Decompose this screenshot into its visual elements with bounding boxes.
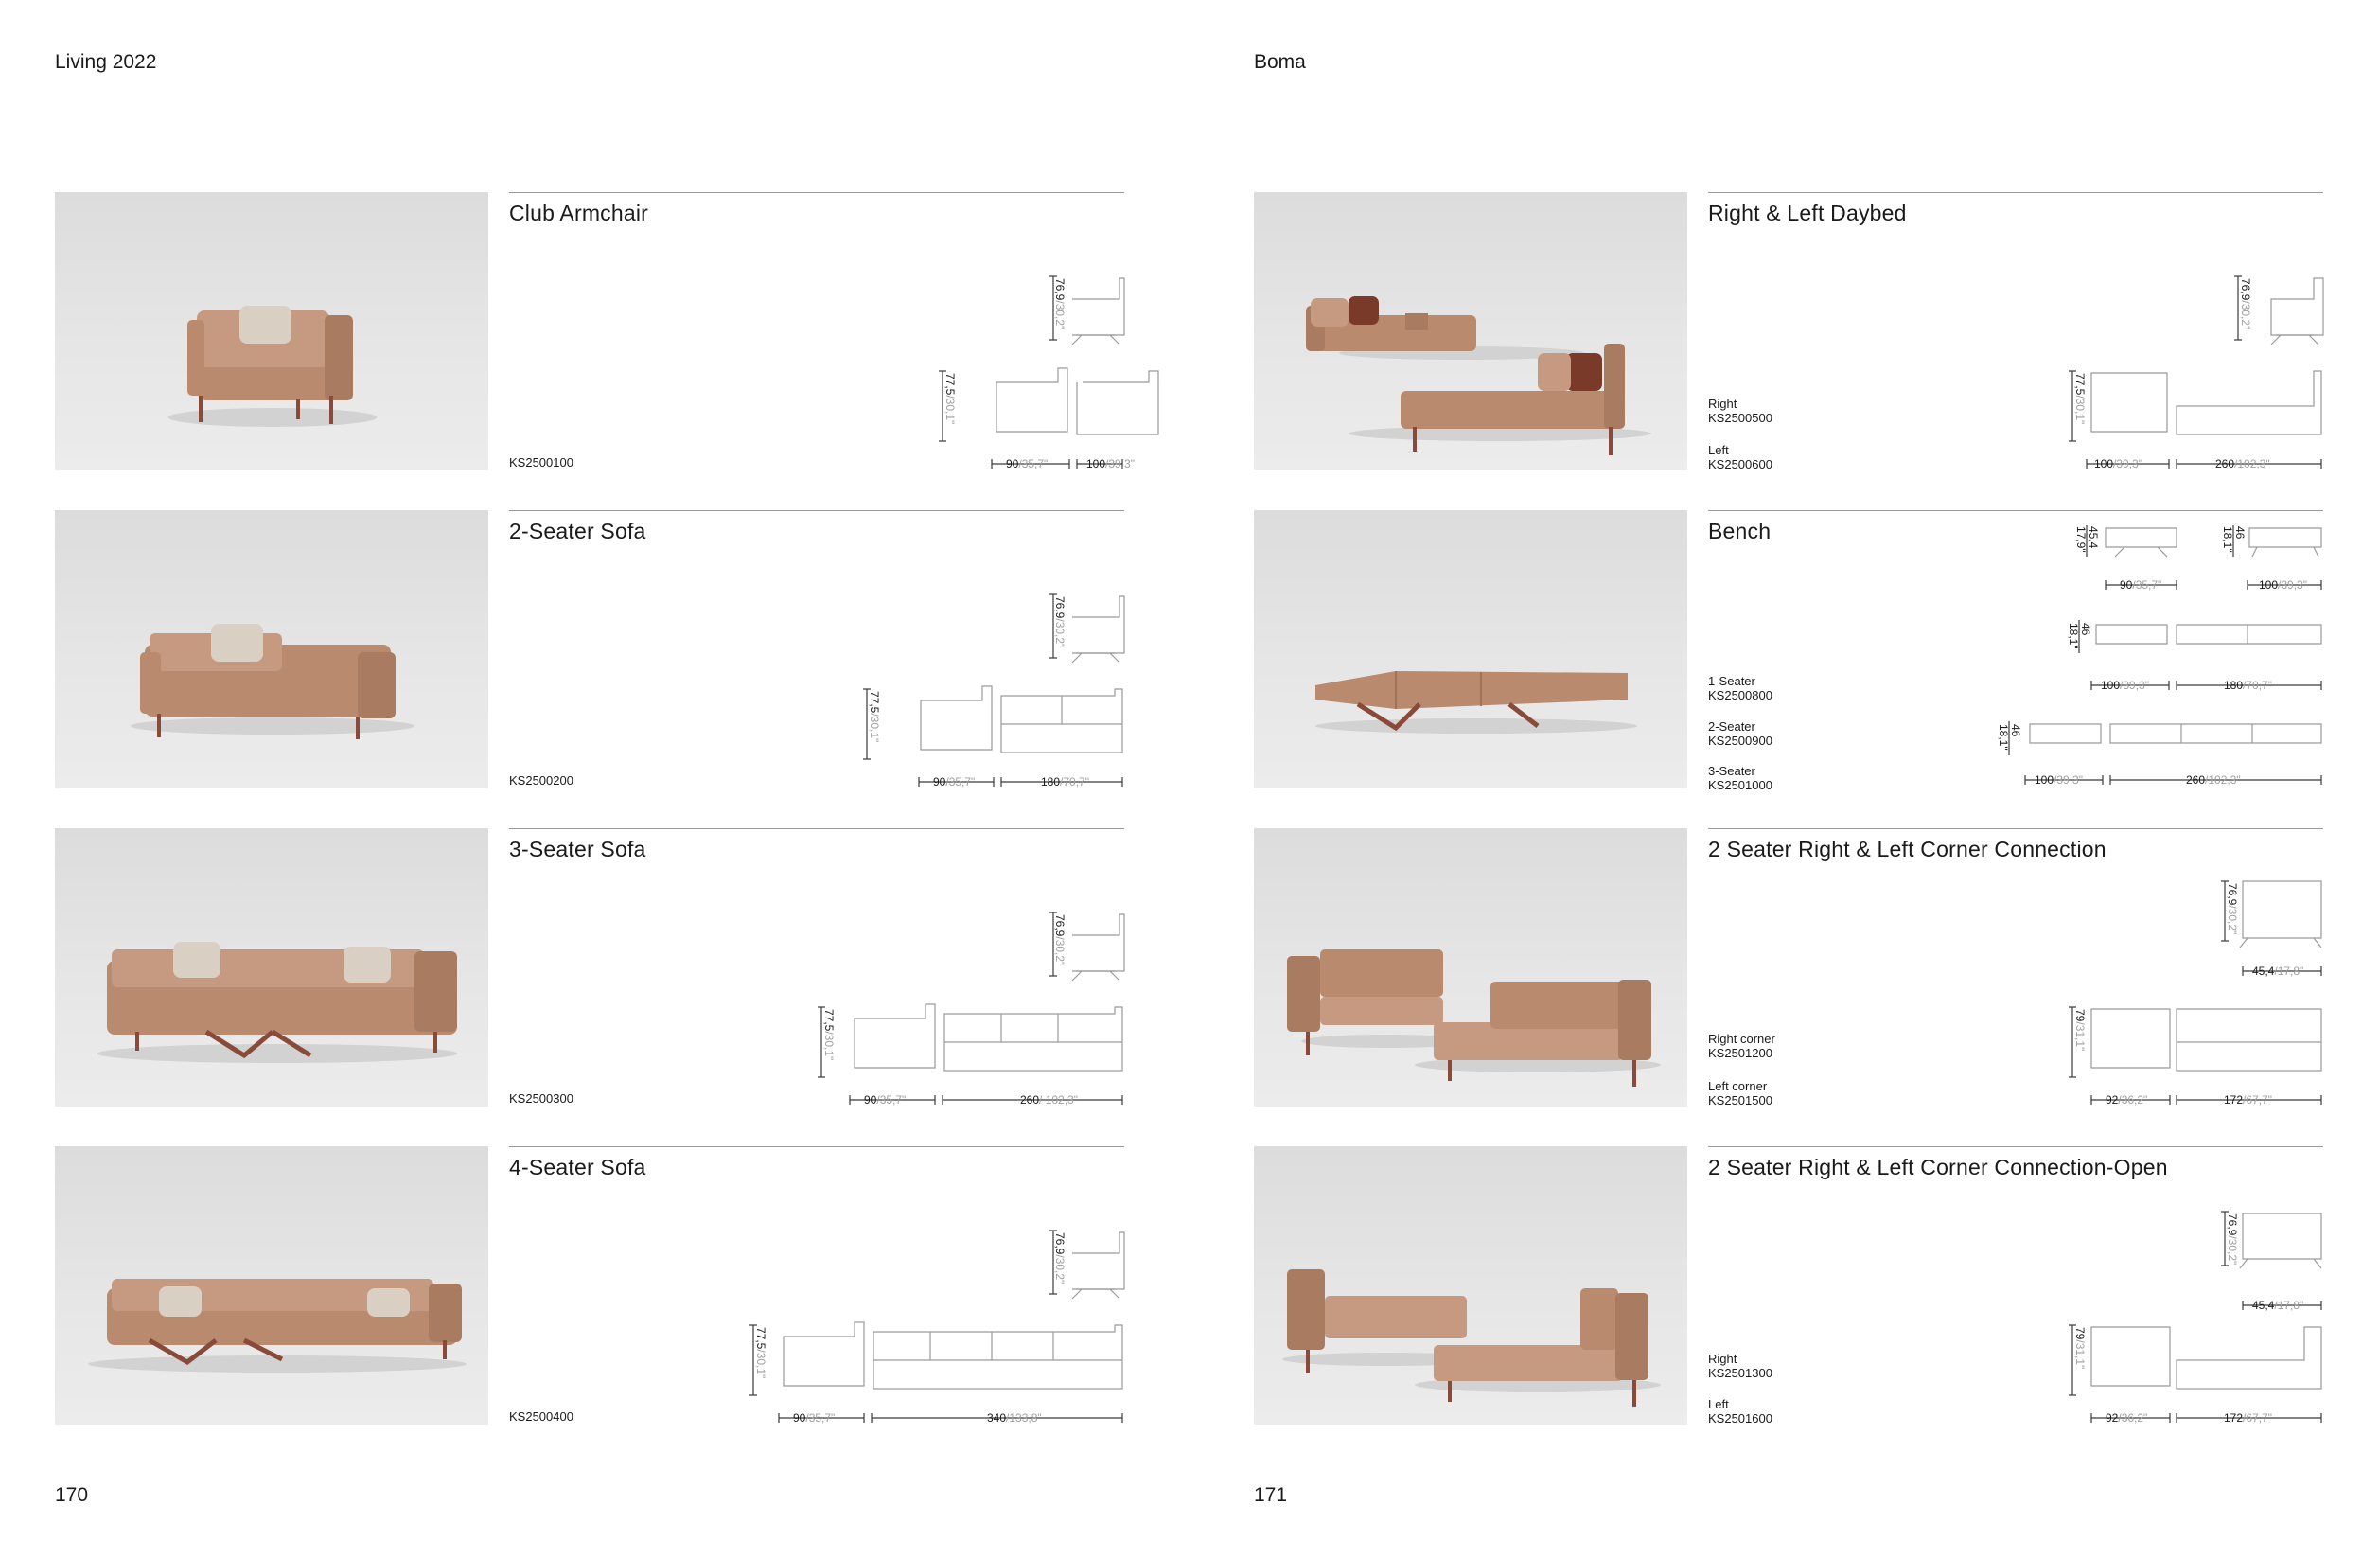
product-photo bbox=[1254, 1146, 1687, 1425]
dim-text: /30,1" bbox=[868, 713, 881, 743]
product-title: 4-Seater Sofa bbox=[509, 1155, 646, 1179]
right-page-number: 171 bbox=[1254, 1484, 1288, 1506]
dim-text: /30,2" bbox=[1053, 1254, 1067, 1284]
product-photo bbox=[1254, 192, 1687, 470]
svg-text:100/39,3" bbox=[2259, 578, 2307, 592]
svg-text:100/39,3" bbox=[2094, 457, 2142, 470]
product-info bbox=[1708, 510, 2323, 792]
svg-text:77,5/30,1" bbox=[2073, 373, 2087, 424]
right-page-header: Boma bbox=[1254, 51, 1306, 73]
dim-text: 172 bbox=[2224, 1093, 2244, 1107]
svg-text:92/36,2" bbox=[2106, 1093, 2147, 1107]
dim-text: /30,2" bbox=[1053, 936, 1067, 966]
dim-text: 92 bbox=[2106, 1093, 2119, 1107]
product-photo bbox=[55, 192, 488, 470]
product-title: Bench bbox=[1708, 519, 1772, 543]
dim-text: 172 bbox=[2224, 1411, 2244, 1425]
product-4-seater-sofa bbox=[55, 1146, 1181, 1426]
dim-text: /31,1" bbox=[2073, 1021, 2087, 1052]
dim-text: 77,5 bbox=[754, 1327, 767, 1350]
side-view-drawing bbox=[1049, 276, 1124, 345]
svg-text:76,9/30,2" bbox=[2226, 883, 2239, 934]
product-code: KS2500100 bbox=[509, 455, 573, 469]
dim-text: /30,2" bbox=[2239, 300, 2252, 330]
variant-code: KS2501200 bbox=[1708, 1046, 1772, 1060]
svg-text:46 bbox=[2079, 623, 2092, 636]
product-3-seater-sofa bbox=[55, 828, 1181, 1108]
svg-text:172/67,7" bbox=[2224, 1411, 2272, 1425]
variant-code: KS2500600 bbox=[1708, 457, 1772, 471]
left-page-header: Living 2022 bbox=[55, 51, 157, 73]
dim-text: /39,3" bbox=[2113, 457, 2142, 470]
svg-text:90/35,7" bbox=[864, 1093, 906, 1107]
variant-code: KS2501500 bbox=[1708, 1093, 1772, 1107]
product-title: Right & Left Daybed bbox=[1708, 201, 1907, 225]
dim-text: 79 bbox=[2073, 1009, 2087, 1022]
dim-text: 76,9 bbox=[1053, 914, 1067, 937]
dim-text: /36,2" bbox=[2118, 1411, 2148, 1425]
dim-text: 77,5 bbox=[822, 1009, 836, 1032]
dim-text: /30,1" bbox=[943, 395, 957, 425]
product-title: 3-Seater Sofa bbox=[509, 837, 646, 861]
dim-text: /17,8" bbox=[2274, 965, 2304, 978]
dim-text: /133,8" bbox=[1006, 1411, 1042, 1425]
dimension-drawings bbox=[509, 193, 1135, 471]
svg-text:46 bbox=[2009, 724, 2022, 737]
product-code: KS2500200 bbox=[509, 773, 573, 788]
dim-text: 46 bbox=[2233, 526, 2247, 540]
svg-text:100/39,3" bbox=[2035, 773, 2083, 787]
dim-text: 90 bbox=[933, 775, 946, 788]
dim-text: 76,9 bbox=[2239, 278, 2252, 301]
variant-name: Left corner bbox=[1708, 1079, 1768, 1093]
dim-text: /17,8" bbox=[2274, 1299, 2304, 1312]
svg-text:77,5/30,1" bbox=[822, 1009, 836, 1060]
left-page-number: 170 bbox=[55, 1484, 89, 1506]
dim-text: 90 bbox=[793, 1411, 806, 1425]
dimension-drawings bbox=[509, 1147, 1124, 1426]
svg-text:79/31,1" bbox=[2073, 1327, 2087, 1369]
dim-text: /102,3" bbox=[2234, 457, 2270, 470]
dim-text: 260 bbox=[2215, 457, 2235, 470]
variant-name: 2-Seater bbox=[1708, 719, 1755, 734]
svg-text:92/36,2" bbox=[2106, 1411, 2147, 1425]
svg-text:260/102,3" bbox=[2186, 773, 2241, 787]
svg-text:260/ 102,3" bbox=[1020, 1093, 1078, 1107]
dim-text: /30,2" bbox=[1053, 300, 1067, 330]
dim-text: /39,3" bbox=[2278, 578, 2307, 592]
dim-text: 92 bbox=[2106, 1411, 2119, 1425]
dim-text: 180 bbox=[1041, 775, 1061, 788]
svg-text:76,9/30,2" bbox=[2239, 278, 2252, 329]
svg-text:260/102,3" bbox=[2215, 457, 2270, 470]
dim-text: 100 bbox=[2094, 457, 2114, 470]
variant-code: KS2501000 bbox=[1708, 778, 1772, 792]
dim-text: /70,7" bbox=[1060, 775, 1089, 788]
dim-text: 180 bbox=[2224, 679, 2244, 692]
product-photo bbox=[55, 828, 488, 1107]
dim-text: /39,3" bbox=[2120, 679, 2149, 692]
dim-text: 18,1" bbox=[2067, 623, 2080, 649]
variant-name: Left bbox=[1708, 1397, 1729, 1411]
dim-text: /30,1" bbox=[2073, 395, 2087, 425]
variant-name: 1-Seater bbox=[1708, 674, 1755, 688]
product-code: KS2500300 bbox=[509, 1091, 573, 1106]
bench-illustration bbox=[1254, 510, 1687, 788]
corner-sofa-illustration bbox=[1254, 828, 1687, 1107]
product-corner-connection-open bbox=[1254, 1146, 2380, 1426]
dim-text: /30,1" bbox=[754, 1349, 767, 1379]
variant-name: Right corner bbox=[1708, 1032, 1775, 1046]
svg-text:180/70,7" bbox=[2224, 679, 2272, 692]
product-club-armchair bbox=[55, 192, 1181, 472]
dim-text: /35,7" bbox=[1018, 457, 1049, 470]
dimension-drawings bbox=[509, 511, 1124, 789]
product-title: 2 Seater Right & Left Corner Connection-Open bbox=[1708, 1155, 2168, 1179]
product-info bbox=[509, 1146, 1124, 1426]
sofa-illustration bbox=[55, 1146, 488, 1425]
product-bench bbox=[1254, 510, 2380, 790]
variant-code: KS2501600 bbox=[1708, 1411, 1772, 1426]
dim-text: 45,4 bbox=[2252, 965, 2275, 978]
product-title: 2 Seater Right & Left Corner Connection bbox=[1708, 837, 2107, 861]
front-views-drawing bbox=[939, 368, 1158, 470]
product-info bbox=[509, 828, 1124, 1107]
product-title: 2-Seater Sofa bbox=[509, 519, 646, 543]
svg-text:77,5/30,1" bbox=[943, 373, 957, 424]
dim-text: 46 bbox=[2009, 724, 2022, 737]
dim-text: /39,3" bbox=[2054, 773, 2083, 787]
product-2-seater-sofa bbox=[55, 510, 1181, 790]
dimension-drawings bbox=[1708, 1147, 2323, 1426]
svg-text:180/70,7" bbox=[1041, 775, 1089, 788]
dim-text: /70,7" bbox=[2243, 679, 2272, 692]
svg-text:90/35,7" bbox=[2120, 578, 2161, 592]
dim-text: /67,7" bbox=[2243, 1093, 2272, 1107]
sofa-illustration bbox=[55, 510, 488, 788]
dim-text: /35,7" bbox=[945, 775, 976, 788]
svg-text:76,9/30,2" bbox=[1053, 596, 1067, 647]
dim-text: 76,9 bbox=[1053, 278, 1067, 301]
dim-text: /67,7" bbox=[2243, 1411, 2272, 1425]
product-info bbox=[1708, 828, 2323, 1107]
dim-text: 100 bbox=[2101, 679, 2121, 692]
svg-text:90/35,7" bbox=[1006, 457, 1048, 470]
dim-text: /30,1" bbox=[822, 1031, 836, 1061]
dim-text: /39,3" bbox=[1105, 457, 1135, 470]
dim-text: /35,7" bbox=[876, 1093, 907, 1107]
dim-text: 77,5 bbox=[868, 691, 881, 714]
dim-text: 90 bbox=[1006, 457, 1019, 470]
dim-text: 77,5 bbox=[943, 373, 957, 396]
dimension-drawings bbox=[1708, 193, 2323, 471]
product-code: KS2500400 bbox=[509, 1409, 573, 1424]
dim-text: 77,5 bbox=[2073, 373, 2087, 396]
svg-text:45,4/17,8" bbox=[2252, 965, 2303, 978]
product-corner-connection bbox=[1254, 828, 2380, 1108]
svg-text:46 bbox=[2233, 526, 2247, 540]
dim-text: /35,7" bbox=[2132, 578, 2162, 592]
dim-text: 45,4 bbox=[2252, 1299, 2275, 1312]
variant-name: 3-Seater bbox=[1708, 764, 1755, 778]
dim-text: 76,9 bbox=[2226, 883, 2239, 906]
sofa-illustration bbox=[55, 828, 488, 1107]
dim-text: /30,2" bbox=[2226, 905, 2239, 935]
variant-name: Left bbox=[1708, 443, 1729, 457]
dim-text: /36,2" bbox=[2118, 1093, 2148, 1107]
svg-text:45,4/17,8" bbox=[2252, 1299, 2303, 1312]
dim-text: 260 bbox=[1020, 1093, 1040, 1107]
dim-text: 76,9 bbox=[1053, 1232, 1067, 1255]
dim-text: 100 bbox=[1086, 457, 1106, 470]
product-info bbox=[1708, 192, 2323, 471]
dim-text: /102,3" bbox=[2205, 773, 2241, 787]
variant-code: KS2501300 bbox=[1708, 1366, 1772, 1380]
svg-text:76,9/30,2" bbox=[1053, 278, 1067, 329]
dim-text: 79 bbox=[2073, 1327, 2087, 1340]
dim-text: 18,1" bbox=[2221, 526, 2234, 553]
dim-text: 45,4 bbox=[2087, 526, 2100, 549]
variant-code: KS2500800 bbox=[1708, 688, 1772, 702]
product-info bbox=[1708, 1146, 2323, 1426]
product-photo bbox=[55, 1146, 488, 1425]
svg-text:76,9/30,2" bbox=[1053, 1232, 1067, 1284]
product-daybed bbox=[1254, 192, 2380, 472]
dim-text: /30,2" bbox=[2226, 1235, 2239, 1266]
dimension-drawings bbox=[509, 829, 1124, 1107]
dim-text: 76,9 bbox=[2226, 1213, 2239, 1236]
dim-text: 17,9" bbox=[2074, 526, 2088, 553]
svg-text:100/39,3" bbox=[1086, 457, 1135, 470]
dim-text: /31,1" bbox=[2073, 1339, 2087, 1370]
svg-text:76,9/30,2" bbox=[1053, 914, 1067, 965]
svg-text:340/133,8" bbox=[987, 1411, 1042, 1425]
daybed-illustration bbox=[1254, 192, 1687, 470]
product-info bbox=[509, 192, 1135, 471]
product-photo bbox=[55, 510, 488, 788]
dim-text: / 102,3" bbox=[1039, 1093, 1078, 1107]
dim-text: 90 bbox=[2120, 578, 2133, 592]
dim-text: 76,9 bbox=[1053, 596, 1067, 619]
dim-text: 260 bbox=[2186, 773, 2206, 787]
product-photo bbox=[1254, 828, 1687, 1107]
variant-name: Right bbox=[1708, 397, 1737, 411]
dim-text: /35,7" bbox=[805, 1411, 836, 1425]
product-photo bbox=[1254, 510, 1687, 788]
corner-open-illustration bbox=[1254, 1146, 1687, 1425]
svg-text:100/39,3" bbox=[2101, 679, 2149, 692]
product-info bbox=[509, 510, 1124, 789]
dim-text: 46 bbox=[2079, 623, 2092, 636]
svg-text:76,9/30,2" bbox=[2226, 1213, 2239, 1265]
svg-text:172/67,7" bbox=[2224, 1093, 2272, 1107]
dim-text: 90 bbox=[864, 1093, 877, 1107]
variant-code: KS2500500 bbox=[1708, 411, 1772, 425]
svg-text:77,5/30,1" bbox=[868, 691, 881, 742]
variant-code: KS2500900 bbox=[1708, 734, 1772, 748]
dim-text: 18,1" bbox=[1997, 724, 2010, 751]
dim-text: /30,2" bbox=[1053, 618, 1067, 648]
svg-text:45,4 bbox=[2087, 526, 2100, 549]
armchair-illustration bbox=[55, 192, 488, 470]
svg-text:77,5/30,1" bbox=[754, 1327, 767, 1378]
svg-text:90/35,7" bbox=[933, 775, 975, 788]
svg-text:90/35,7" bbox=[793, 1411, 835, 1425]
dim-text: 100 bbox=[2035, 773, 2054, 787]
variant-name: Right bbox=[1708, 1352, 1737, 1366]
dim-text: 340 bbox=[987, 1411, 1007, 1425]
product-title: Club Armchair bbox=[509, 201, 649, 225]
dimension-drawings bbox=[1708, 829, 2323, 1107]
dimension-drawings bbox=[1708, 511, 2323, 789]
svg-text:79/31,1" bbox=[2073, 1009, 2087, 1051]
dim-text: 100 bbox=[2259, 578, 2279, 592]
